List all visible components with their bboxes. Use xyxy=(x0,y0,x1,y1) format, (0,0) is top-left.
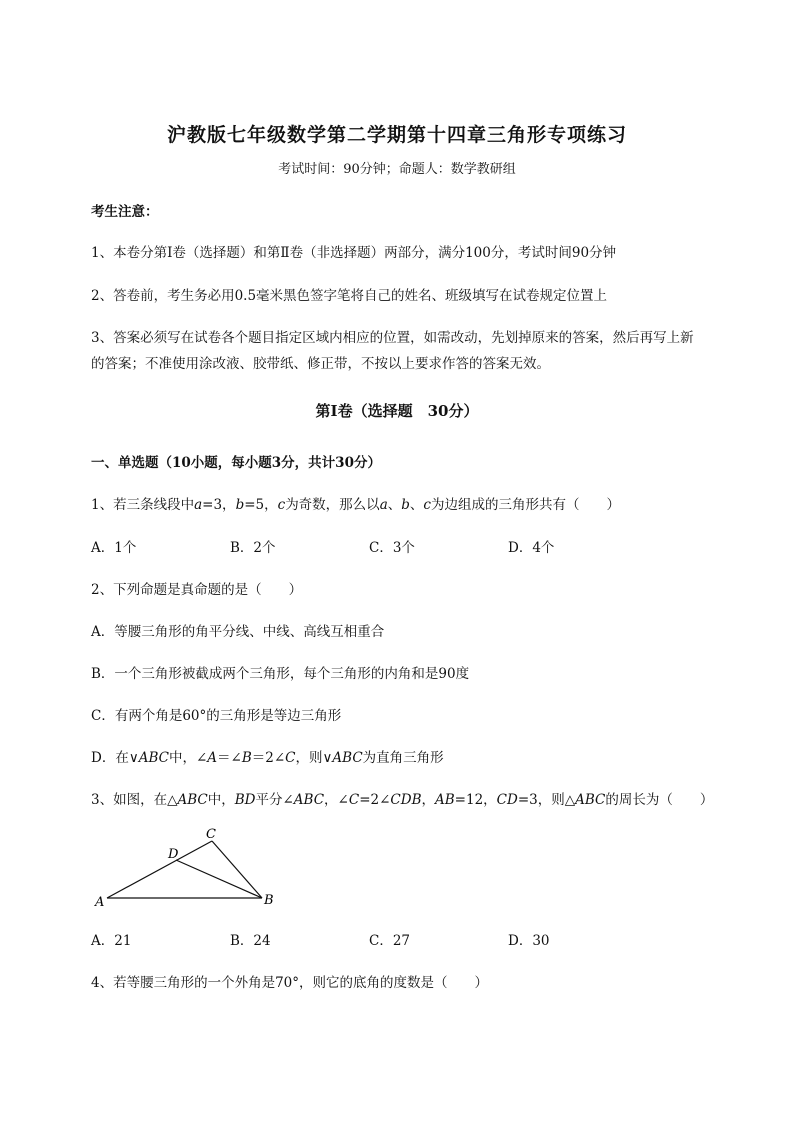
exam-title: 沪教版七年级数学第二学期第十四章三角形专项练习 xyxy=(166,124,627,146)
q3-option-b: B．24 xyxy=(230,933,271,949)
exam-subtitle: 考试时间：90分钟；命题人：数学教研组 xyxy=(278,162,516,177)
question-3-stem: 3、如图，在△ABC中，BD平分∠ABC，∠C=2∠CDB，AB=12，CD=3，则△ABC的周长为（ ） xyxy=(91,792,714,808)
q1-option-c: C．3个 xyxy=(369,540,415,556)
segment-db xyxy=(176,860,262,898)
notice-heading: 考生注意： xyxy=(91,204,159,220)
label-a: A xyxy=(95,895,105,910)
label-c: C xyxy=(206,827,216,842)
notice-item-3-line-2: 的答案；不准使用涂改液、胶带纸、修正带，不按以上要求作答的答案无效。 xyxy=(91,356,550,372)
q3-option-d: D．30 xyxy=(508,933,550,949)
q1-option-d: D．4个 xyxy=(508,540,555,556)
notice-item-2: 2、答卷前，考生务必用0.5毫米黑色签字笔将自己的姓名、班级填写在试卷规定位置上 xyxy=(91,288,608,304)
q1-option-b: B．2个 xyxy=(230,540,276,556)
q1-option-a: A．1个 xyxy=(91,540,137,556)
section-title: 第Ⅰ卷（选择题 30分） xyxy=(315,402,479,420)
q2-option-d: D．在∨ABC中，∠A＝∠B＝2∠C，则∨ABC为直角三角形 xyxy=(91,750,444,766)
question-1-stem: 1、若三条线段中a=3，b=5，c为奇数，那么以a、b、c为边组成的三角形共有（ ） xyxy=(91,497,620,513)
question-2-stem: 2、下列命题是真命题的是（ ） xyxy=(91,582,303,598)
q2-option-b: B．一个三角形被截成两个三角形，每个三角形的内角和是90度 xyxy=(91,666,470,682)
part1-heading: 一、单选题（10小题，每小题3分，共计30分） xyxy=(91,455,381,471)
q3-option-a: A．21 xyxy=(91,933,132,949)
notice-item-3-line-1: 3、答案必须写在试卷各个题目指定区域内相应的位置，如需改动，先划掉原来的答案，然后再写上新 xyxy=(91,330,694,346)
triangle-figure xyxy=(90,822,290,914)
label-b: B xyxy=(264,893,274,908)
label-d: D xyxy=(168,847,179,862)
q2-option-a: A．等腰三角形的角平分线、中线、高线互相重合 xyxy=(91,624,385,640)
notice-item-1: 1、本卷分第Ⅰ卷（选择题）和第Ⅱ卷（非选择题）两部分，满分100分，考试时间90分钟 xyxy=(91,245,617,261)
segment-cb xyxy=(212,841,262,898)
q3-option-c: C．27 xyxy=(369,933,411,949)
question-4-stem: 4、若等腰三角形的一个外角是70°，则它的底角的度数是（ ） xyxy=(91,975,489,991)
q2-option-c: C．有两个角是60°的三角形是等边三角形 xyxy=(91,708,342,724)
